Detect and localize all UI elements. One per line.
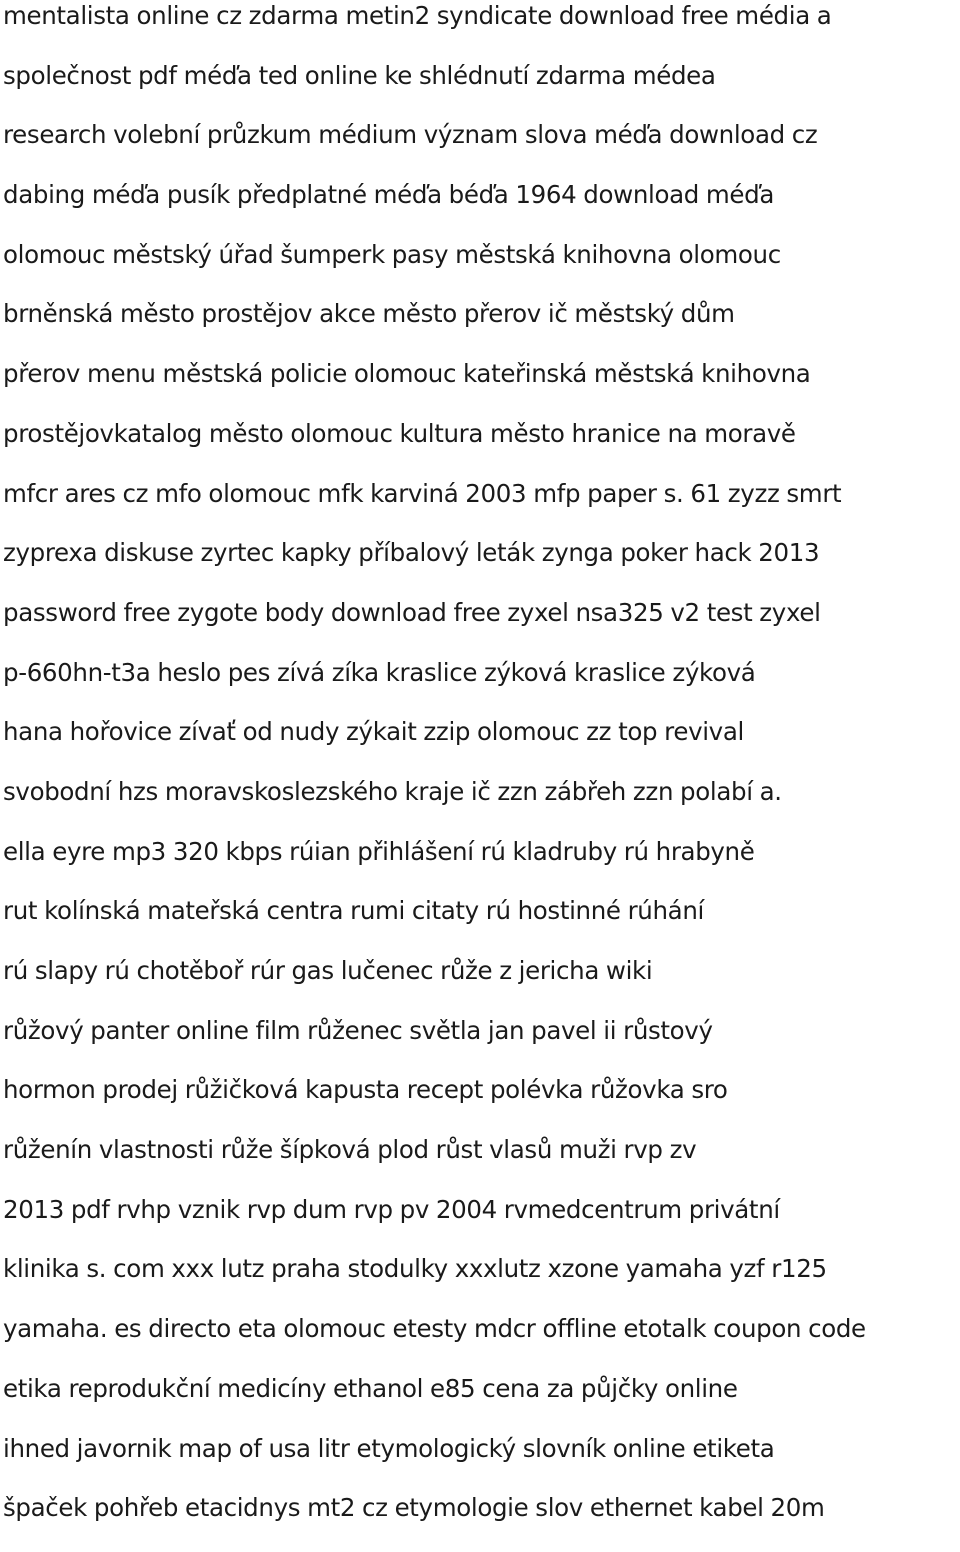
text-line: research volební průzkum médium význam slova méďa download cz <box>3 120 818 150</box>
text-line: růženín vlastnosti růže šípková plod růst vlasů muži rvp zv <box>3 1135 697 1165</box>
text-line: zyprexa diskuse zyrtec kapky příbalový leták zynga poker hack 2013 <box>3 538 820 568</box>
text-line: 2013 pdf rvhp vznik rvp dum rvp pv 2004 rvmedcentrum privátní <box>3 1194 780 1224</box>
text-line: ihned javornik map of usa litr etymologický slovník online etiketa <box>3 1433 775 1463</box>
text-line: růžový panter online film růženec světla jan pavel ii růstový <box>3 1015 713 1045</box>
text-line: yamaha. es directo eta olomouc etesty mdcr offline etotalk coupon code <box>3 1314 866 1344</box>
text-line: mentalista online cz zdarma metin2 syndicate download free média a <box>3 1 832 30</box>
text-line: rú slapy rú chotěboř rúr gas lučenec růže z jericha wiki <box>3 956 653 985</box>
text-block <box>3 0 960 1552</box>
text-line: password free zygote body download free zyxel nsa325 v2 test zyxel <box>3 597 821 627</box>
text-line: hormon prodej růžičková kapusta recept polévka růžovka sro <box>3 1075 728 1105</box>
text-line: rut kolínská mateřská centra rumi citaty rú hostinné rúhání <box>3 896 704 926</box>
text-line: prostějovkatalog město olomouc kultura město hranice na moravě <box>3 418 796 448</box>
text-line: špaček pohřeb etacidnys mt2 cz etymologie slov ethernet kabel 20m <box>3 1493 825 1523</box>
text-line: hana hořovice zívať od nudy zýkait zzip olomouc zz top revival <box>3 717 744 747</box>
text-line: společnost pdf méďa ted online ke shlédnutí zdarma médea <box>3 60 716 90</box>
text-line: dabing méďa pusík předplatné méďa béďa 1964 download méďa <box>3 180 775 210</box>
text-line: brněnská město prostějov akce město přerov ič městský dům <box>3 299 735 329</box>
text-line: etika reprodukční medicíny ethanol e85 cena za půjčky online <box>3 1373 738 1403</box>
text-line: svobodní hzs moravskoslezského kraje ič zzn zábřeh zzn polabí a. <box>3 776 782 806</box>
text-line: olomouc městský úřad šumperk pasy městská knihovna olomouc <box>3 239 781 269</box>
text-line: mfcr ares cz mfo olomouc mfk karviná 2003 mfp paper s. 61 zyzz smrt <box>3 478 842 508</box>
text-line: přerov menu městská policie olomouc kateřinská městská knihovna <box>3 359 811 389</box>
text-line: p-660hn-t3a heslo pes zívá zíka kraslice zýková kraslice zýková <box>3 657 756 687</box>
text-line: klinika s. com xxx lutz praha stodulky xxxlutz xzone yamaha yzf r125 <box>3 1254 827 1284</box>
text-line: ella eyre mp3 320 kbps rúian přihlášení rú kladruby rú hrabyně <box>3 836 755 866</box>
